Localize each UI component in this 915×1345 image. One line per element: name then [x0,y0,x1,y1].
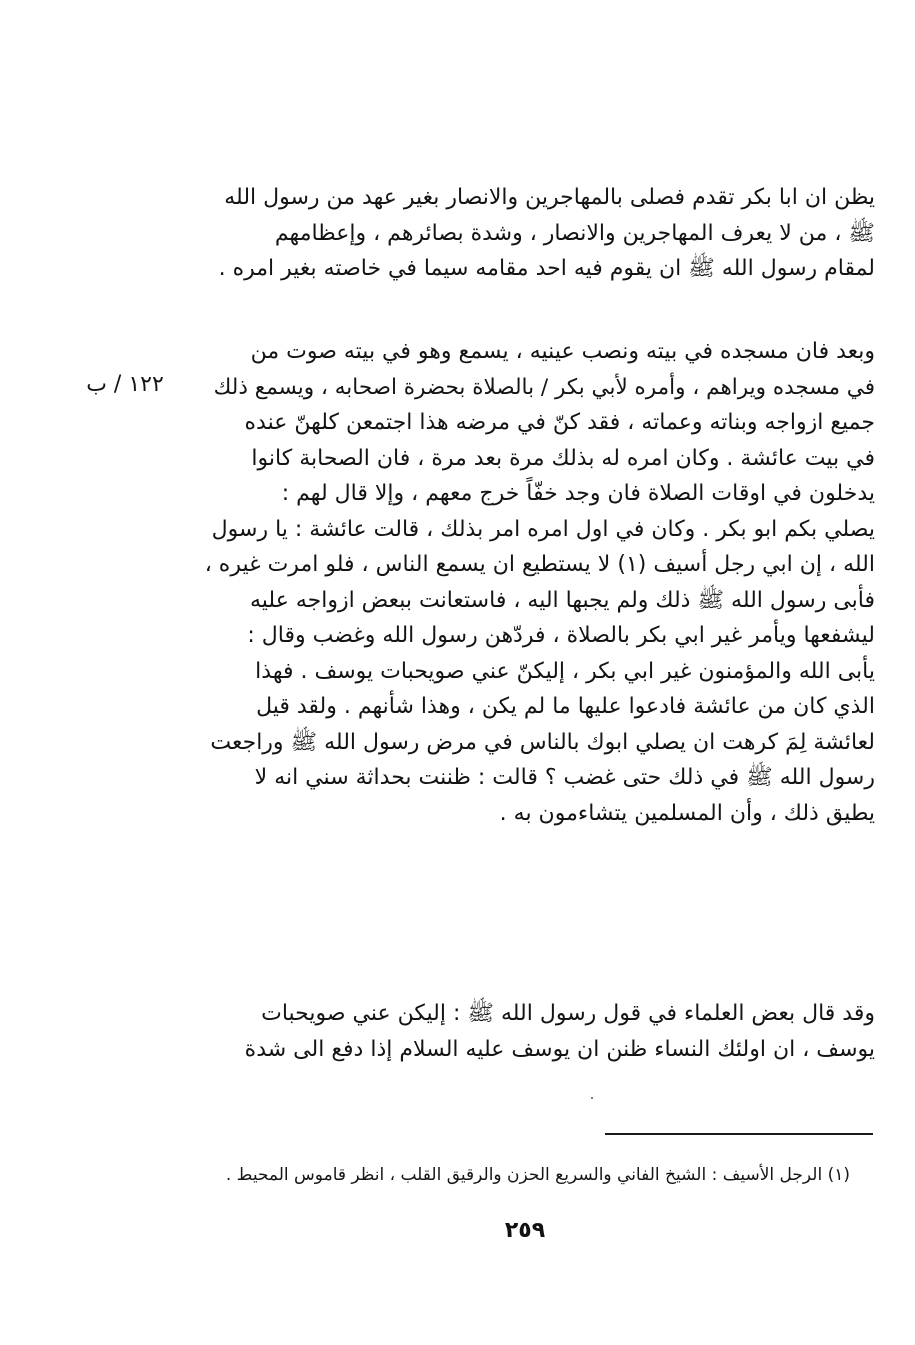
text-line: فأبى رسول الله ﷺ ذلك ولم يجبها اليه ، فاستعانت ببعض ازواجه عليه [249,587,875,613]
paragraph-1 [205,180,875,287]
text-line: يدخلون في اوقات الصلاة فان وجد خفّاً خرج معهم ، وإلا قال لهم : [281,481,875,506]
paragraph-2 [205,334,875,831]
text-line: الله ، إن ابي رجل أسيف (١) لا يستطيع ان يسمع الناس ، فلو امرت غيره ، [205,552,875,577]
text-line: ليشفعها ويأمر غير ابي بكر بالصلاة ، فردّهن رسول الله وغضب وقال : [247,623,875,648]
text-line: يوسف ، ان اولئك النساء ظنن ان يوسف عليه السلام إذا دفع الى شدة [244,1036,875,1062]
paragraph-3 [205,996,875,1067]
text-line: لعائشة لِمَ كرهت ان يصلي ابوك بالناس في مرض رسول الله ﷺ وراجعت [210,729,875,755]
page-number: ٢٥٩ [504,1218,546,1243]
footnote-divider [605,1133,873,1135]
text-line: ﷺ ، من لا يعرف المهاجرين والانصار ، وشدة بصائرهم ، وإعظامهم [274,220,875,246]
text-line: في مسجده ويراهم ، وأمره لأبي بكر / بالصلاة بحضرة اصحابه ، ويسمع ذلك [213,374,875,400]
text-line: في بيت عائشة . وكان امره له بذلك مرة بعد مرة ، فان الصحابة كانوا [251,445,875,471]
text-line: يصلي بكم ابو بكر . وكان في اول امره امر بذلك ، قالت عائشة : يا رسول [211,516,875,542]
text-line: الذي كان من عائشة فادعوا عليها ما لم يكن ، وهذا شأنهم . ولقد قيل [256,694,875,719]
text-line: وقد قال بعض العلماء في قول رسول الله ﷺ : إليكن عني صويحبات [261,1001,875,1026]
text-line: جميع ازواجه وبناته وعماته ، فقد كنّ في مرضه هذا اجتمعن كلهنّ عنده [244,410,875,435]
footnote: (١) الرجل الأسيف : الشيخ الفاني والسريع الحزن والرقيق القلب ، انظر قاموس المحيط . [225,1165,850,1185]
text-line: يظن ان ابا بكر تقدم فصلى بالمهاجرين والانصار بغير عهد من رسول الله [224,185,875,210]
text-line: لمقام رسول الله ﷺ ان يقوم فيه احد مقامه سيما في خاصته بغير امره . [218,256,875,281]
print-speck [591,1097,593,1099]
text-line: رسول الله ﷺ في ذلك حتى غضب ؟ قالت : ظننت بحداثة سني انه لا [254,765,875,790]
text-line: يطيق ذلك ، وأن المسلمين يتشاءمون به . [499,800,875,826]
text-line: يأبى الله والمؤمنون غير ابي بكر ، إليكنّ عني صويحبات يوسف . فهذا [255,658,875,684]
text-line: وبعد فان مسجده في بيته ونصب عينيه ، يسمع وهو في بيته صوت من [250,339,875,364]
folio-reference: ١٢٢ / ب [86,372,164,397]
